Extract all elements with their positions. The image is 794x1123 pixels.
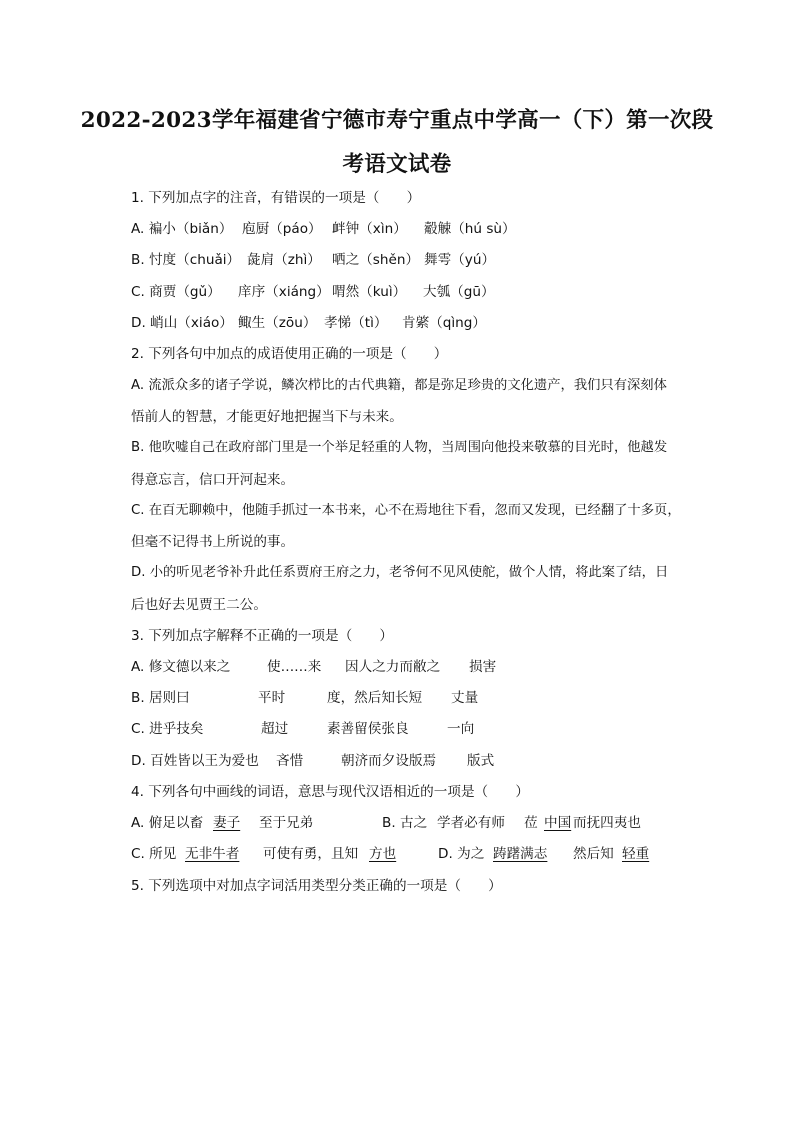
q1-option-b — [131, 248, 651, 268]
question-4-stem: 4. 下列各句中画线的词语，意思与现代汉语相近的一项是（ ） — [131, 784, 529, 800]
q1-c-item-3: 喟然（kuì） — [332, 284, 407, 300]
q3-option-c — [131, 717, 651, 737]
q1-b-item-1: B. 忖度（chuǎi） — [131, 252, 241, 268]
q3-b-phrase-2: 度，然后知长短 — [327, 690, 423, 706]
q2-option-c-line-2: 但毫不记得书上所说的事。 — [131, 534, 295, 550]
q4-option-c-d — [131, 842, 671, 862]
exam-title-line-2: 考语文试卷 — [342, 152, 452, 177]
q4-b-prefix: B. 古之 — [382, 815, 428, 831]
q1-b-item-4: 舞雩（yú） — [424, 252, 496, 268]
q3-d-phrase-2: 朝济而夕设版焉 — [341, 753, 437, 769]
q4-b-underlined: 中国 — [544, 815, 572, 831]
q4-d-mid: 然后知 — [573, 846, 614, 862]
q1-a-item-2: 庖厨（páo） — [242, 221, 322, 237]
q1-option-c — [131, 280, 651, 300]
q1-c-item-4: 大瓠（gū） — [423, 284, 495, 300]
q4-a-underlined: 妻子 — [213, 815, 241, 831]
q4-b-phrase: 学者必有师 — [437, 815, 505, 831]
q4-c-prefix: C. 所见 — [131, 846, 177, 862]
q3-b-meaning: 平时 — [258, 690, 286, 706]
q4-d-prefix: D. 为之 — [438, 846, 485, 862]
q2-option-d-line-2: 后也好去见贾王二公。 — [131, 597, 267, 613]
q4-option-a-b — [131, 811, 671, 831]
q3-b-phrase: B. 居则曰 — [131, 690, 190, 706]
q3-option-d — [131, 749, 651, 769]
q4-a-suffix: 至于兄弟 — [259, 815, 314, 831]
q1-d-item-1: D. 峭山（xiáo） — [131, 315, 233, 331]
q1-d-item-2: 鲰生（zōu） — [238, 315, 317, 331]
q4-d-underlined-2: 轻重 — [622, 846, 650, 862]
q1-option-a — [131, 217, 651, 237]
q3-c-meaning-2: 一向 — [447, 721, 475, 737]
q1-a-item-3: 衅钟（xìn） — [332, 221, 407, 237]
q1-c-item-2: 庠序（xiáng） — [238, 284, 330, 300]
q1-a-item-1: A. 褊小（biǎn） — [131, 221, 233, 237]
q4-c-underlined-2: 方也 — [369, 846, 397, 862]
q2-option-d-line-1: D. 小的听见老爷补升此任系贾府王府之力，老爷何不见风使舵，做个人情，将此案了结，日 — [131, 565, 669, 580]
q1-option-d — [131, 311, 651, 331]
q2-option-a-line-1: A. 流派众多的诸子学说，鳞次栉比的古代典籍，都是弥足珍贵的文化遗产，我们只有深刻体 — [131, 378, 667, 393]
q1-b-item-2: 彘肩（zhì） — [247, 252, 321, 268]
q3-a-phrase: A. 修文德以来之 — [131, 659, 231, 675]
q3-a-meaning-2: 损害 — [469, 659, 497, 675]
q4-b-suffix: 而抚四夷也 — [573, 815, 641, 831]
q2-option-b-line-2: 得意忘言，信口开河起来。 — [131, 472, 295, 488]
question-1-stem: 1. 下列加点字的注音，有错误的一项是（ ） — [131, 190, 421, 206]
question-2-stem: 2. 下列各句中加点的成语使用正确的一项是（ ） — [131, 346, 448, 362]
q2-option-a-line-2: 悟前人的智慧，才能更好地把握当下与未来。 — [131, 409, 403, 425]
q3-option-a — [131, 655, 651, 675]
exam-title-line-1: 2022-2023学年福建省宁德市寿宁重点中学高一（下）第一次段 — [80, 108, 714, 133]
q4-b-mid: 莅 — [524, 815, 538, 831]
q3-option-b — [131, 686, 651, 706]
q1-d-item-4: 肯綮（qìng） — [402, 315, 487, 331]
q3-a-meaning: 使……来 — [267, 659, 322, 675]
q4-c-underlined: 无非牛者 — [185, 846, 240, 862]
q2-option-c-line-1: C. 在百无聊赖中，他随手抓过一本书来，心不在焉地往下看，忽而又发现，已经翻了十多页， — [131, 503, 681, 518]
question-3-stem: 3. 下列加点字解释不正确的一项是（ ） — [131, 628, 393, 644]
q3-d-meaning: 吝惜 — [276, 753, 304, 769]
q4-d-underlined: 踌躇满志 — [493, 846, 548, 862]
q3-d-meaning-2: 版式 — [467, 753, 495, 769]
q3-d-phrase: D. 百姓皆以王为爱也 — [131, 753, 259, 769]
q1-b-item-3: 哂之（shěn） — [332, 252, 420, 268]
q4-a-prefix: A. 俯足以畜 — [131, 815, 204, 831]
question-5-stem: 5. 下列选项中对加点字词活用类型分类正确的一项是（ ） — [131, 878, 502, 894]
q1-c-item-1: C. 商贾（gǔ） — [131, 284, 221, 300]
q3-c-meaning: 超过 — [261, 721, 289, 737]
q3-a-phrase-2: 因人之力而敝之 — [345, 659, 441, 675]
q4-c-mid: 可使有勇，且知 — [263, 846, 359, 862]
q1-a-item-4: 觳觫（hú sù） — [424, 221, 516, 237]
q3-c-phrase: C. 进乎技矣 — [131, 721, 204, 737]
q3-b-meaning-2: 丈量 — [451, 690, 479, 706]
q3-c-phrase-2: 素善留侯张良 — [327, 721, 409, 737]
q1-d-item-3: 孝悌（tì） — [324, 315, 388, 331]
q2-option-b-line-1: B. 他吹嘘自己在政府部门里是一个举足轻重的人物，当周围向他投来敬慕的目光时，他越发 — [131, 440, 668, 455]
